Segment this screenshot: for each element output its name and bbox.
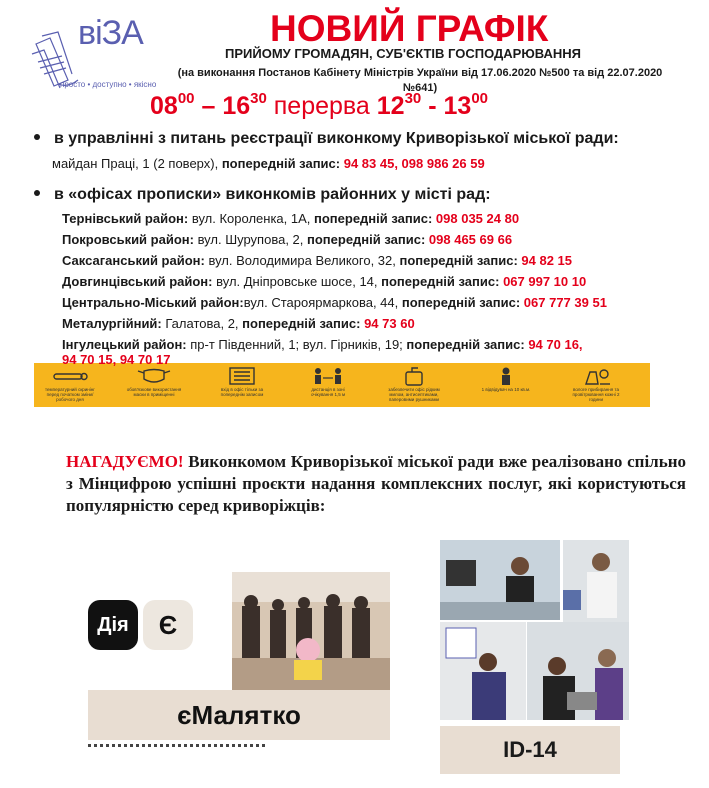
- district-row: Покровський район: вул. Шурупова, 2, попередній запис: 098 465 69 66: [62, 232, 513, 247]
- registration-address: майдан Праці, 1 (2 поверх), попередній запис: 94 83 45, 098 986 26 59: [52, 156, 485, 171]
- legal-note: (на виконання Постанов Кабінету Міністрів України від 17.06.2020 №500 та від 22.07.2020 №641): [177, 67, 663, 94]
- faint-caption-line: [88, 744, 268, 747]
- office-entry-icon: [222, 366, 262, 386]
- district-row: Саксаганський район: вул. Володимира Великого, 32, попередній запис: 94 82 15: [62, 253, 573, 268]
- diia-app-icon: Дія: [88, 600, 138, 650]
- rule-thermometer: температурний скринінг перед початком зміни/ робочого дня: [42, 366, 98, 406]
- office-photo-4: [527, 622, 629, 720]
- office-photo-3: [440, 622, 526, 720]
- district-row: Центрально-Міський район:вул. Староярмаркова, 44, попередній запис: 067 777 39 51: [62, 295, 607, 310]
- emalyatko-label: єМалятко: [88, 690, 390, 740]
- safety-rules-strip: [34, 363, 650, 407]
- mask-icon: [134, 366, 174, 386]
- district-row: Довгинцівський район: вул. Дніпровське шосе, 14, попередній запис: 067 997 10 10: [62, 274, 587, 289]
- page-title: НОВИЙ ГРАФІК: [270, 8, 549, 49]
- bullet-icon: [34, 134, 40, 140]
- logo-tagline: просто • доступно • якісно: [60, 80, 157, 89]
- rule-mask: обов'язкове використання маски в приміщенні: [126, 366, 182, 406]
- id14-label: ID-14: [440, 726, 620, 774]
- reminder-paragraph: НАГАДУЄМО! Виконкомом Криворізької міської ради вже реалізовано спільно з Мінцифрою успішні проєкти надання комплексних послуг, які користуються популярністю серед криворіжців:: [66, 452, 686, 515]
- district-row: Тернівський район: вул. Короленка, 1А, попередній запис: 098 035 24 80: [62, 211, 520, 226]
- district-row-continued: 94 70 15, 94 70 17: [62, 352, 171, 367]
- rule-soap: забезпечити офіс рідким милом, антисептиками, паперовими рушниками: [386, 366, 442, 406]
- cleaning-icon: [576, 366, 616, 386]
- working-hours: $08^{00} - 16^{30}$ перерва $12^{30} - 13^{00}$: [150, 90, 489, 120]
- soap-icon: [394, 366, 434, 386]
- bullet-icon: [34, 190, 40, 196]
- distance-icon: [308, 366, 348, 386]
- rule-cleaning: вологе прибирання та провітрювання кожні 2 години: [568, 366, 624, 406]
- rule-office-entry: вхід в офіс тільки за попереднім записом: [214, 366, 270, 406]
- page-subtitle: ПРИЙОМУ ГРОМАДЯН, СУБ'ЄКТІВ ГОСПОДАРЮВАННЯ: [225, 46, 581, 61]
- district-row: Металургійний: Галатова, 2, попередній запис: 94 73 60: [62, 316, 415, 331]
- office-photo-1: [440, 540, 560, 620]
- rule-distance: дистанція в зоні очікування 1,5 м: [300, 366, 356, 406]
- e-app-icon: Є: [143, 600, 193, 650]
- office-photo-2: [563, 540, 629, 622]
- section-heading-district-offices: в «офісах прописки» виконкомів районних у місті рад:: [34, 186, 491, 204]
- district-row: Інгулецький район: пр-т Південний, 1; вул. Гірників, 19; попередній запис: 94 70 16,: [62, 337, 583, 352]
- thermometer-icon: [50, 366, 90, 386]
- group-photo: [232, 572, 390, 690]
- visitor-icon: [486, 366, 526, 386]
- section-heading-registration: в управлінні з питань реєстрації виконкому Криворізької міської ради:: [34, 130, 619, 148]
- logo-wordmark: віЗА: [78, 14, 143, 52]
- rule-visitor: 1 відвідувач на 10 кв.м.: [478, 366, 534, 406]
